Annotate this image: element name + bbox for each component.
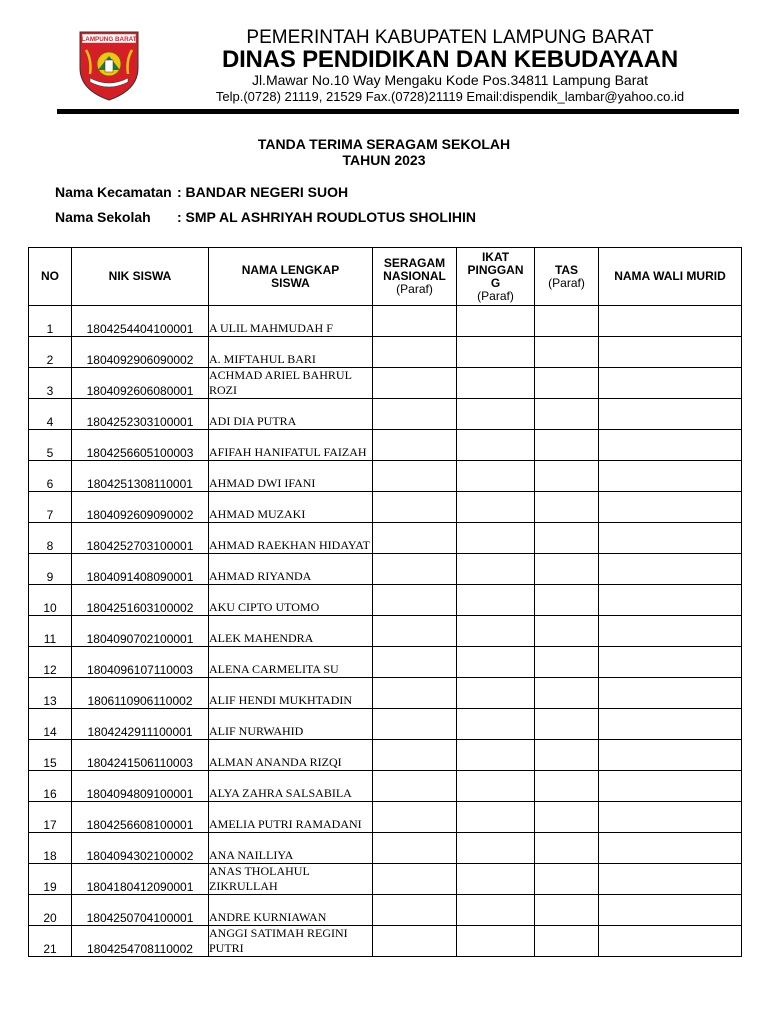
row-no: 7 bbox=[29, 492, 72, 523]
row-nama: AHMAD RIYANDA bbox=[209, 554, 373, 585]
row-wali-murid bbox=[599, 647, 742, 678]
row-ikat-paraf bbox=[457, 895, 535, 926]
row-nik: 1804092606080001 bbox=[72, 368, 209, 399]
row-nama: ALMAN ANANDA RIZQI bbox=[209, 740, 373, 771]
row-no: 21 bbox=[29, 926, 72, 957]
row-seragam-paraf bbox=[373, 399, 457, 430]
row-nama: AMELIA PUTRI RAMADANI bbox=[209, 802, 373, 833]
row-nik: 1804090702100001 bbox=[72, 616, 209, 647]
header-nik: NIK SISWA bbox=[72, 248, 209, 306]
row-seragam-paraf bbox=[373, 554, 457, 585]
row-nik: 1804092906090002 bbox=[72, 337, 209, 368]
row-tas-paraf bbox=[535, 802, 599, 833]
row-nama: ACHMAD ARIEL BAHRUL ROZI bbox=[209, 368, 373, 399]
row-wali-murid bbox=[599, 337, 742, 368]
row-wali-murid bbox=[599, 771, 742, 802]
row-ikat-paraf bbox=[457, 926, 535, 957]
row-seragam-paraf bbox=[373, 461, 457, 492]
row-tas-paraf bbox=[535, 585, 599, 616]
row-nik: 1804251603100002 bbox=[72, 585, 209, 616]
row-nik: 1804242911100001 bbox=[72, 709, 209, 740]
row-ikat-paraf bbox=[457, 306, 535, 337]
row-tas-paraf bbox=[535, 616, 599, 647]
table-row bbox=[29, 926, 742, 957]
table-row bbox=[29, 864, 742, 895]
row-tas-paraf bbox=[535, 492, 599, 523]
row-tas-paraf bbox=[535, 740, 599, 771]
row-nama: ADI DIA PUTRA bbox=[209, 399, 373, 430]
table-row bbox=[29, 895, 742, 926]
table-row bbox=[29, 616, 742, 647]
sekolah-value: : SMP AL ASHRIYAH ROUDLOTUS SHOLIHIN bbox=[177, 209, 476, 225]
row-wali-murid bbox=[599, 461, 742, 492]
row-seragam-paraf bbox=[373, 709, 457, 740]
meta-kecamatan bbox=[55, 184, 348, 200]
row-seragam-paraf bbox=[373, 523, 457, 554]
row-seragam-paraf bbox=[373, 802, 457, 833]
table-row bbox=[29, 554, 742, 585]
row-no: 14 bbox=[29, 709, 72, 740]
row-nik: 1804254404100001 bbox=[72, 306, 209, 337]
row-no: 17 bbox=[29, 802, 72, 833]
table-row bbox=[29, 461, 742, 492]
row-no: 13 bbox=[29, 678, 72, 709]
row-nama: AKU CIPTO UTOMO bbox=[209, 585, 373, 616]
row-wali-murid bbox=[599, 306, 742, 337]
row-nama: A ULIL MAHMUDAH F bbox=[209, 306, 373, 337]
row-wali-murid bbox=[599, 709, 742, 740]
meta-sekolah bbox=[55, 209, 476, 225]
row-nama: A. MIFTAHUL BARI bbox=[209, 337, 373, 368]
row-ikat-paraf bbox=[457, 740, 535, 771]
row-wali-murid bbox=[599, 864, 742, 895]
row-ikat-paraf bbox=[457, 430, 535, 461]
table-row bbox=[29, 585, 742, 616]
row-tas-paraf bbox=[535, 554, 599, 585]
row-ikat-paraf bbox=[457, 368, 535, 399]
row-no: 3 bbox=[29, 368, 72, 399]
row-tas-paraf bbox=[535, 833, 599, 864]
row-tas-paraf bbox=[535, 771, 599, 802]
row-ikat-paraf bbox=[457, 337, 535, 368]
row-nik: 1804096107110003 bbox=[72, 647, 209, 678]
row-seragam-paraf bbox=[373, 492, 457, 523]
row-seragam-paraf bbox=[373, 740, 457, 771]
row-tas-paraf bbox=[535, 399, 599, 430]
header-ikat-pinggang: IKAT PINGGAN G (Paraf) bbox=[457, 248, 535, 306]
row-nama: AHMAD RAEKHAN HIDAYAT bbox=[209, 523, 373, 554]
row-seragam-paraf bbox=[373, 833, 457, 864]
table-row bbox=[29, 647, 742, 678]
row-nik: 1804252703100001 bbox=[72, 523, 209, 554]
row-wali-murid bbox=[599, 678, 742, 709]
table-row bbox=[29, 709, 742, 740]
row-nik: 1804094809100001 bbox=[72, 771, 209, 802]
row-ikat-paraf bbox=[457, 833, 535, 864]
row-ikat-paraf bbox=[457, 678, 535, 709]
table-row bbox=[29, 430, 742, 461]
row-no: 9 bbox=[29, 554, 72, 585]
header-divider bbox=[57, 109, 739, 114]
row-nik: 1804252303100001 bbox=[72, 399, 209, 430]
header-nama: NAMA LENGKAP SISWA bbox=[209, 248, 373, 306]
row-ikat-paraf bbox=[457, 461, 535, 492]
row-wali-murid bbox=[599, 802, 742, 833]
row-wali-murid bbox=[599, 492, 742, 523]
row-no: 4 bbox=[29, 399, 72, 430]
table-row bbox=[29, 368, 742, 399]
row-wali-murid bbox=[599, 740, 742, 771]
row-wali-murid bbox=[599, 523, 742, 554]
row-nik: 1804254708110002 bbox=[72, 926, 209, 957]
row-nama: ANAS THOLAHUL ZIKRULLAH bbox=[209, 864, 373, 895]
row-seragam-paraf bbox=[373, 647, 457, 678]
table-row bbox=[29, 771, 742, 802]
row-no: 18 bbox=[29, 833, 72, 864]
row-wali-murid bbox=[599, 430, 742, 461]
row-ikat-paraf bbox=[457, 802, 535, 833]
table-row bbox=[29, 337, 742, 368]
receipt-table bbox=[28, 247, 742, 957]
row-no: 19 bbox=[29, 864, 72, 895]
header-line-agency: DINAS PENDIDIKAN DAN KEBUDAYAAN bbox=[221, 46, 679, 73]
row-nik: 1804250704100001 bbox=[72, 895, 209, 926]
row-tas-paraf bbox=[535, 523, 599, 554]
row-no: 10 bbox=[29, 585, 72, 616]
row-tas-paraf bbox=[535, 678, 599, 709]
row-tas-paraf bbox=[535, 368, 599, 399]
table-row bbox=[29, 740, 742, 771]
row-tas-paraf bbox=[535, 709, 599, 740]
row-ikat-paraf bbox=[457, 585, 535, 616]
row-nik: 1804094302100002 bbox=[72, 833, 209, 864]
row-nik: 1804091408090001 bbox=[72, 554, 209, 585]
document-title: TANDA TERIMA SERAGAM SEKOLAH bbox=[257, 136, 511, 152]
row-nik: 1804256608100001 bbox=[72, 802, 209, 833]
row-nama: AHMAD MUZAKI bbox=[209, 492, 373, 523]
row-no: 20 bbox=[29, 895, 72, 926]
row-tas-paraf bbox=[535, 895, 599, 926]
header-wali: NAMA WALI MURID bbox=[599, 248, 742, 306]
row-ikat-paraf bbox=[457, 554, 535, 585]
row-nama: ANDRE KURNIAWAN bbox=[209, 895, 373, 926]
row-seragam-paraf bbox=[373, 864, 457, 895]
row-seragam-paraf bbox=[373, 430, 457, 461]
row-no: 8 bbox=[29, 523, 72, 554]
row-ikat-paraf bbox=[457, 647, 535, 678]
row-nama: ALYA ZAHRA SALSABILA bbox=[209, 771, 373, 802]
row-seragam-paraf bbox=[373, 616, 457, 647]
row-seragam-paraf bbox=[373, 678, 457, 709]
header-line-government: PEMERINTAH KABUPATEN LAMPUNG BARAT bbox=[246, 27, 654, 48]
row-no: 2 bbox=[29, 337, 72, 368]
row-nik: 1804256605100003 bbox=[72, 430, 209, 461]
row-tas-paraf bbox=[535, 647, 599, 678]
row-seragam-paraf bbox=[373, 771, 457, 802]
row-ikat-paraf bbox=[457, 771, 535, 802]
row-nama: ALIF HENDI MUKHTADIN bbox=[209, 678, 373, 709]
row-ikat-paraf bbox=[457, 709, 535, 740]
row-nik: 1804180412090001 bbox=[72, 864, 209, 895]
row-wali-murid bbox=[599, 368, 742, 399]
row-wali-murid bbox=[599, 585, 742, 616]
row-no: 5 bbox=[29, 430, 72, 461]
row-nik: 1806110906110002 bbox=[72, 678, 209, 709]
row-tas-paraf bbox=[535, 461, 599, 492]
table-row bbox=[29, 802, 742, 833]
row-seragam-paraf bbox=[373, 306, 457, 337]
header-line-contact: Telp.(0728) 21119, 21529 Fax.(0728)21119 Email:dispendik_lambar@yahoo.co.id bbox=[215, 89, 685, 104]
row-tas-paraf bbox=[535, 926, 599, 957]
row-nama: AHMAD DWI IFANI bbox=[209, 461, 373, 492]
crest-banner-text: LAMPUNG BARAT bbox=[81, 36, 137, 43]
row-ikat-paraf bbox=[457, 864, 535, 895]
row-wali-murid bbox=[599, 895, 742, 926]
row-seragam-paraf bbox=[373, 895, 457, 926]
row-nik: 1804092609090002 bbox=[72, 492, 209, 523]
row-no: 12 bbox=[29, 647, 72, 678]
document-year: TAHUN 2023 bbox=[342, 152, 426, 168]
row-wali-murid bbox=[599, 616, 742, 647]
row-ikat-paraf bbox=[457, 523, 535, 554]
row-nama: ANGGI SATIMAH REGINI PUTRI bbox=[209, 926, 373, 957]
row-tas-paraf bbox=[535, 306, 599, 337]
table-row bbox=[29, 523, 742, 554]
row-tas-paraf bbox=[535, 337, 599, 368]
row-no: 16 bbox=[29, 771, 72, 802]
kecamatan-value: : BANDAR NEGERI SUOH bbox=[177, 184, 349, 200]
table-row bbox=[29, 306, 742, 337]
row-ikat-paraf bbox=[457, 399, 535, 430]
table-row bbox=[29, 678, 742, 709]
row-seragam-paraf bbox=[373, 585, 457, 616]
header-seragam: SERAGAM NASIONAL (Paraf) bbox=[373, 248, 457, 306]
table-header-row bbox=[29, 248, 742, 306]
row-seragam-paraf bbox=[373, 926, 457, 957]
row-nama: ALEK MAHENDRA bbox=[209, 616, 373, 647]
table-row bbox=[29, 492, 742, 523]
row-wali-murid bbox=[599, 554, 742, 585]
row-wali-murid bbox=[599, 399, 742, 430]
row-no: 1 bbox=[29, 306, 72, 337]
row-nama: ALENA CARMELITA SU bbox=[209, 647, 373, 678]
header-tas: TAS (Paraf) bbox=[535, 248, 599, 306]
row-wali-murid bbox=[599, 926, 742, 957]
row-nama: ALIF NURWAHID bbox=[209, 709, 373, 740]
sekolah-label: Nama Sekolah bbox=[55, 209, 151, 225]
row-no: 15 bbox=[29, 740, 72, 771]
header-line-address: Jl.Mawar No.10 Way Mengaku Kode Pos.34811 Lampung Barat bbox=[251, 72, 649, 88]
row-nik: 1804251308110001 bbox=[72, 461, 209, 492]
row-nama: ANA NAILLIYA bbox=[209, 833, 373, 864]
kecamatan-label: Nama Kecamatan bbox=[55, 184, 172, 200]
row-seragam-paraf bbox=[373, 368, 457, 399]
row-no: 11 bbox=[29, 616, 72, 647]
row-ikat-paraf bbox=[457, 616, 535, 647]
row-tas-paraf bbox=[535, 864, 599, 895]
row-ikat-paraf bbox=[457, 492, 535, 523]
table-row bbox=[29, 399, 742, 430]
row-nik: 1804241506110003 bbox=[72, 740, 209, 771]
row-nama: AFIFAH HANIFATUL FAIZAH bbox=[209, 430, 373, 461]
row-wali-murid bbox=[599, 833, 742, 864]
lampung-barat-crest-icon bbox=[78, 30, 140, 102]
table-row bbox=[29, 833, 742, 864]
header-no: NO bbox=[29, 248, 72, 306]
row-tas-paraf bbox=[535, 430, 599, 461]
row-no: 6 bbox=[29, 461, 72, 492]
row-seragam-paraf bbox=[373, 337, 457, 368]
